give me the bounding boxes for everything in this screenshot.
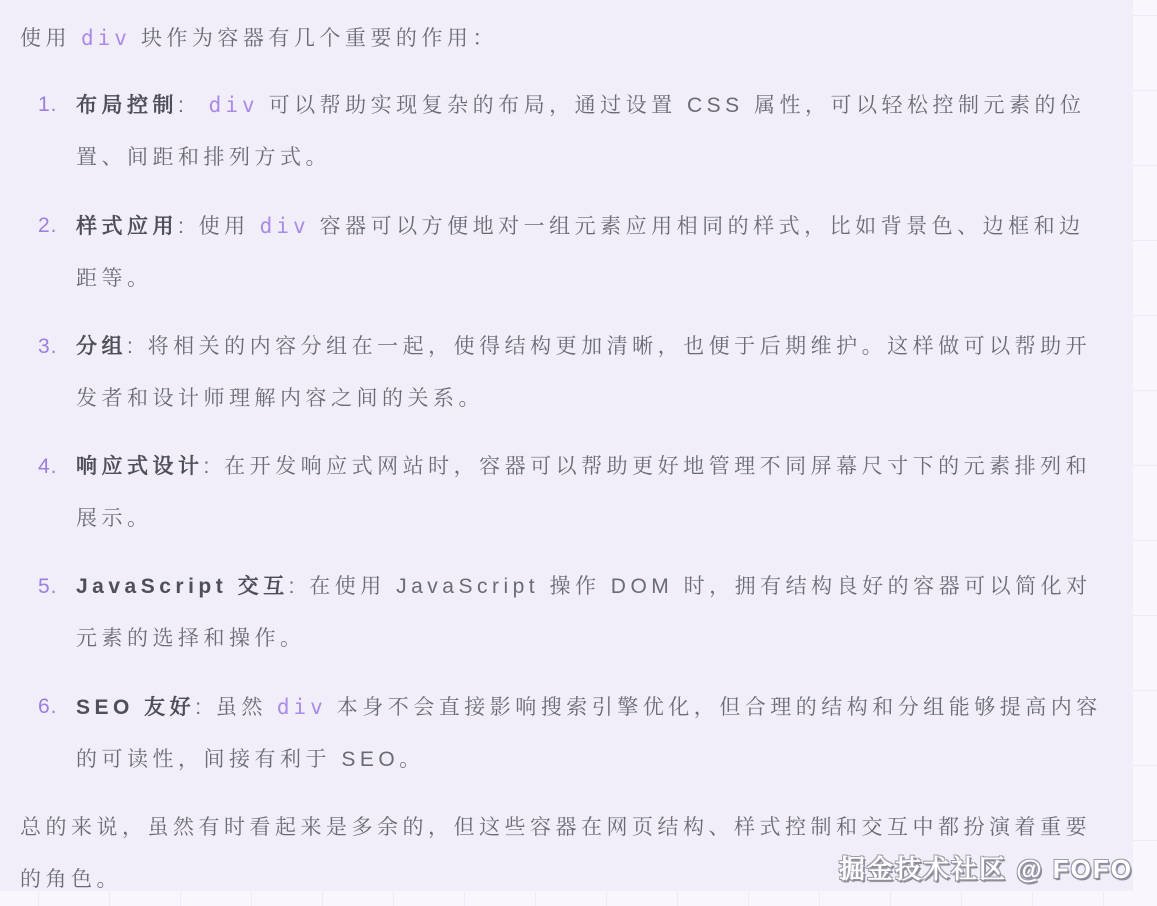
list-item-body [76,561,1110,665]
list-number: 3. [38,335,58,358]
list-item [38,441,1113,545]
list-item [38,561,1113,665]
item-title: JavaScript 交互 [76,575,289,598]
item-colon: : [195,696,216,719]
list-item-body [76,200,1110,305]
item-text-pre: 虽然 [215,696,267,719]
list-item [38,681,1113,786]
list-number: 4. [38,455,58,478]
item-text-post: 可以帮助实现复杂的布局，通过设置 CSS 属性，可以轻松控制元素的位置、间距和排列方式。 [76,94,1086,169]
intro-text-post: 块作为容器有几个重要的作用： [140,27,498,50]
item-colon: : [178,94,199,117]
item-title: 样式应用 [76,215,178,238]
inline-code-div: div [259,214,310,238]
reasons-list [20,79,1113,786]
intro-paragraph [20,12,1113,65]
list-item [38,79,1113,184]
conclusion-paragraph: 总的来说，虽然有时看起来是多余的，但这些容器在网页结构、样式控制和交互中都扮演着重要的角色。 [20,816,1091,891]
intro-text-pre: 使用 [20,27,71,50]
item-colon: : [203,455,225,478]
item-title: SEO 友好 [76,696,196,719]
list-item-body [76,441,1110,545]
item-colon: : [127,335,148,358]
item-text-pre: 在开发响应式网站时，容器可以帮助更好地管理不同屏幕尺寸下的元素排列和展示。 [76,455,1092,530]
list-number: 6. [38,695,58,718]
list-number: 2. [38,214,58,237]
inline-code-div: div [276,695,327,719]
list-item [38,321,1113,425]
list-item-body [76,79,1110,184]
watermark: 掘金技术社区 @ FOFO [838,854,1133,884]
item-text-pre: 将相关的内容分组在一起，使得结构更加清晰，也便于后期维护。这样做可以帮助开发者和设计师理解内容之间的关系。 [76,335,1092,410]
item-colon: : [288,575,310,598]
item-text-pre: 使用 [198,215,250,238]
item-title: 响应式设计 [76,455,204,478]
list-number: 1. [38,93,58,116]
item-text-post: 容器可以方便地对一组元素应用相同的样式，比如背景色、边框和边距等。 [76,215,1085,290]
item-colon: : [178,215,199,238]
item-title: 分组 [76,335,127,358]
list-number: 5. [38,575,58,598]
list-item [38,200,1113,305]
list-item-body [76,681,1110,786]
inline-code-div: div [208,93,259,117]
item-text-pre: 在使用 JavaScript 操作 DOM 时，拥有结构良好的容器可以简化对元素的选择和操作。 [76,575,1092,650]
list-item-body [76,321,1110,425]
inline-code-div: div [81,26,131,50]
item-text-post: 本身不会直接影响搜索引擎优化，但合理的结构和分组能够提高内容的可读性，间接有利于 SEO。 [76,696,1102,771]
item-title: 布局控制 [76,94,178,117]
